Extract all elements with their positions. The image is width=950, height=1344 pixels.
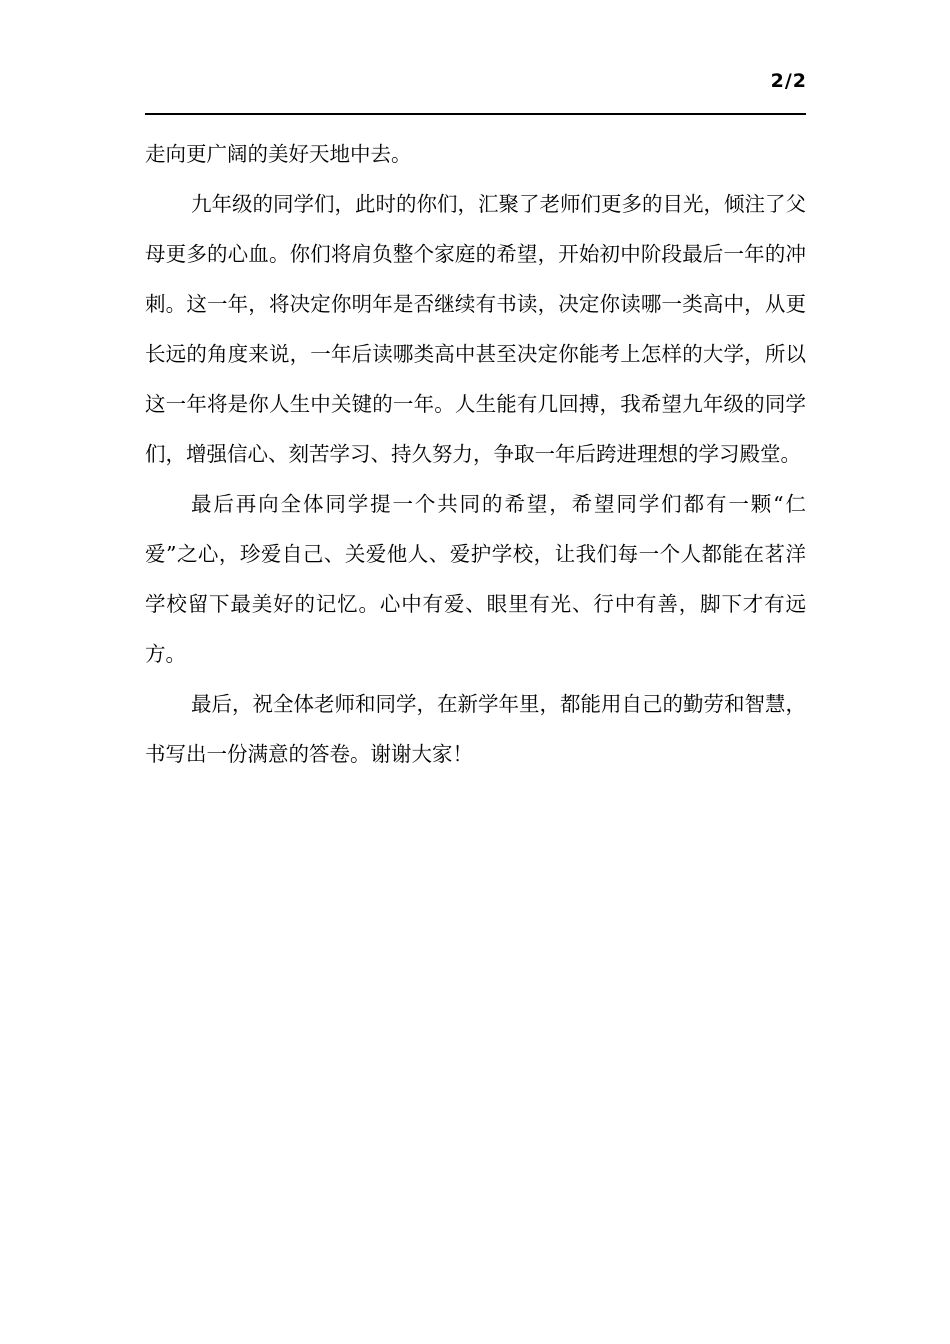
paragraph-common-hope: 最后再向全体同学提一个共同的希望，希望同学们都有一颗“仁爱”之心，珍爱自己、关爱他人、爱护学校，让我们每一个人都能在茗洋学校留下最美好的记忆。心中有爱、眼里有光、行中有善，脚下才有远方。: [145, 492, 806, 666]
page-number: 2/2: [770, 70, 807, 92]
paragraph-continuation: 走向更广阔的美好天地中去。: [145, 142, 412, 166]
header-rule: [145, 113, 806, 115]
paragraph-grade-nine: 九年级的同学们，此时的你们，汇聚了老师们更多的目光，倾注了父母更多的心血。你们将肩负整个家庭的希望，开始初中阶段最后一年的冲刺。这一年，将决定你明年是否继续有书读，决定你读哪一类高中，从更长远的角度来说，一年后读哪类高中甚至决定你能考上怎样的大学，所以这一年将是你人生中关键的一年。人生能有几回搏，我希望九年级的同学们，增强信心、刻苦学习、持久努力，争取一年后跨进理想的学习殿堂。: [145, 192, 806, 466]
paragraph-closing: 最后，祝全体老师和同学，在新学年里，都能用自己的勤劳和智慧，书写出一份满意的答卷。谢谢大家！: [145, 692, 806, 766]
body-text: [145, 129, 806, 779]
